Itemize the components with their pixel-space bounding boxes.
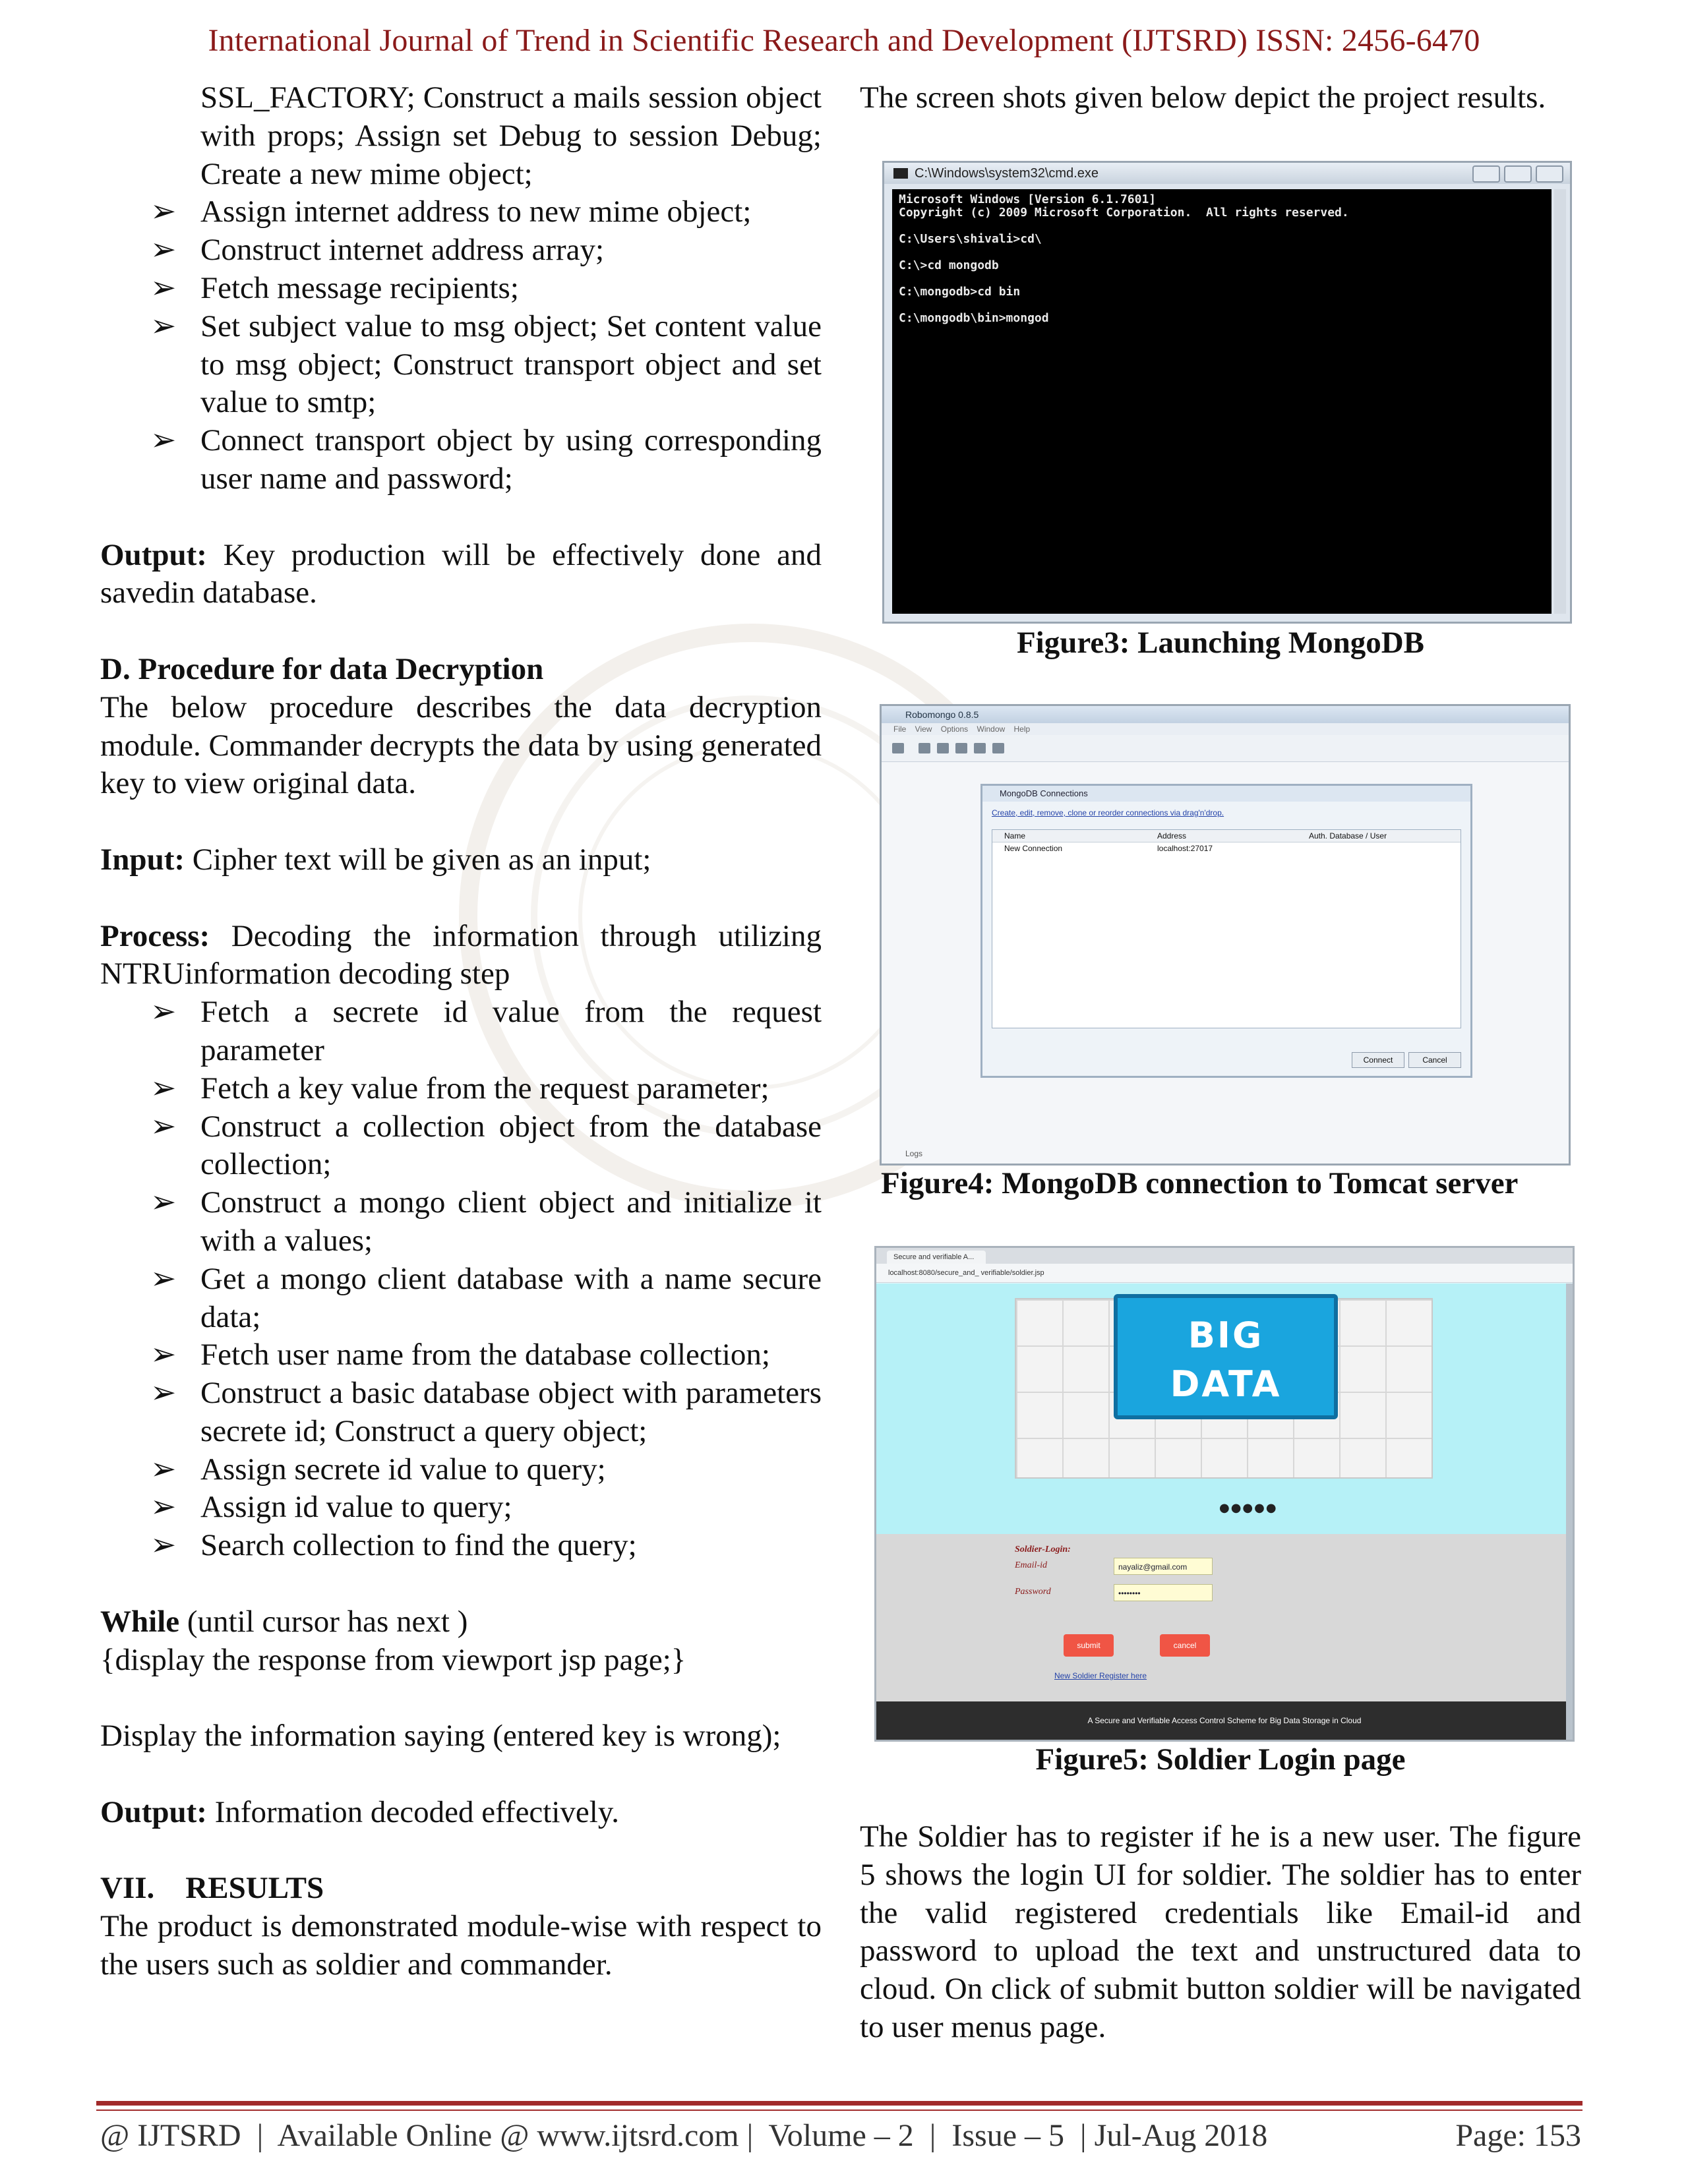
console-scrollbar — [1554, 189, 1566, 614]
list-item: ➢ Construct a mongo client object and initialize it with a values; — [150, 1185, 822, 1258]
list-item: ➢ Set subject value to msg object; Set content value to msg object; Construct transport object and set value to smtp; — [150, 309, 822, 420]
display-response-line: {display the response from viewport jsp page;} — [100, 1642, 686, 1677]
arrow-bullet-icon: ➢ — [150, 1109, 177, 1144]
list-item: ➢ Connect transport object by using corresponding user name and password; — [150, 423, 822, 496]
password-label: Password — [1015, 1587, 1051, 1597]
list-item: ➢ Assign secrete id value to query; — [100, 1451, 822, 1489]
figure4-robomongo-window — [880, 704, 1571, 1166]
left-column — [100, 79, 822, 1984]
cancel-button[interactable]: cancel — [1160, 1634, 1210, 1657]
dialog-title: MongoDB Connections — [982, 786, 1470, 802]
mongodb-connections-dialog — [980, 784, 1472, 1078]
arrow-bullet-icon: ➢ — [150, 423, 177, 458]
browser-tabbar — [876, 1248, 1573, 1264]
email-label: Email-id — [1015, 1560, 1047, 1570]
footer-rule-thin — [96, 2110, 1582, 2111]
list-item: ➢ Construct a basic database object with parameters secrete id; Construct a query object; — [150, 1376, 822, 1448]
console-line: C:\Users\shivali>cd\ — [899, 232, 1042, 246]
page-number: Page: 153 — [1455, 2118, 1581, 2153]
close-icon — [1536, 165, 1563, 183]
stop-icon — [974, 743, 986, 753]
big-data-logo: BIG DATA — [1114, 1294, 1338, 1419]
robomongo-titlebar: Robomongo 0.8.5 — [882, 706, 1569, 723]
settings-icon — [992, 743, 1004, 753]
figure5-soldier-login — [874, 1246, 1575, 1742]
soldier-description: The Soldier has to register if he is a new user. The figure 5 shows the login UI for soldier. The soldier has to enter the valid registered credentials like Email-id and password to upload the text and unstructured data to cloud. On click of submit button soldier will be navigated to user menus page. — [860, 1819, 1581, 2044]
console-line — [899, 272, 1545, 285]
arrow-bullet-icon: ➢ — [150, 270, 177, 305]
footer-info: @ IJTSRD | Available Online @ www.ijtsrd.com | Volume – 2 | Issue – 5 | Jul-Aug 2018 — [100, 2118, 1268, 2153]
right-column — [860, 79, 1581, 117]
connect-button[interactable]: Connect — [1352, 1052, 1404, 1068]
list-item: ➢ Fetch a secrete id value from the request parameter — [150, 995, 822, 1067]
table-header: Name Address Auth. Database / User — [992, 830, 1461, 842]
login-form — [876, 1534, 1573, 1705]
arrow-bullet-icon: ➢ — [150, 194, 177, 229]
arrow-bullet-icon: ➢ — [150, 1071, 177, 1106]
while-line: While (until cursor has next ) — [100, 1604, 468, 1639]
console-line — [899, 299, 1545, 312]
logs-label: Logs — [905, 1149, 923, 1158]
console-icon — [893, 168, 908, 179]
save-icon — [937, 743, 949, 753]
open-icon — [919, 743, 930, 753]
window-controls — [1468, 165, 1563, 189]
console-line: C:\mongodb\bin>mongod — [899, 311, 1049, 325]
connect-icon — [892, 743, 904, 753]
table-row[interactable]: New Connection localhost:27017 — [1004, 844, 1213, 853]
play-icon — [955, 743, 967, 753]
page-scrollbar[interactable] — [1566, 1284, 1573, 1740]
list-item: ➢ Assign id value to query; — [100, 1489, 822, 1527]
console-line: Microsoft Windows [Version 6.1.7601] — [899, 192, 1157, 206]
register-link[interactable]: New Soldier Register here — [1054, 1671, 1147, 1680]
console-line — [899, 220, 1545, 233]
address-bar[interactable]: localhost:8080/secure_and_ verifiable/soldier.jsp — [876, 1264, 1573, 1283]
journal-header: International Journal of Trend in Scientific Research and Development (IJTSRD) ISSN: 2456-6470 — [208, 23, 1480, 58]
list-item: ➢ Assign internet address to new mime object; — [100, 193, 822, 231]
arrow-bullet-icon: ➢ — [150, 1490, 177, 1525]
input-paragraph: Input: Cipher text will be given as an input; — [100, 842, 651, 877]
list-item: ➢ Get a mongo client database with a name secure data; — [150, 1261, 822, 1334]
slider-dots[interactable]: ●●●●● — [1219, 1501, 1278, 1515]
console-output — [892, 189, 1552, 614]
arrow-bullet-icon: ➢ — [150, 1376, 177, 1411]
figure5-caption: Figure5: Soldier Login page — [1035, 1742, 1406, 1777]
page-footer — [100, 2117, 1581, 2154]
arrow-bullet-icon: ➢ — [150, 1528, 177, 1563]
section-heading-results: VII. RESULTS — [100, 1871, 324, 1906]
process-paragraph: Process: Decoding the information through utilizing NTRUinformation decoding step — [100, 918, 822, 991]
arrow-bullet-icon: ➢ — [150, 1185, 177, 1220]
arrow-bullet-icon: ➢ — [150, 1261, 177, 1296]
results-paragraph: The product is demonstrated module-wise with respect to the users such as soldier and commander. — [100, 1909, 822, 1982]
login-title: Soldier-Login: — [1015, 1545, 1071, 1554]
footer-rule — [96, 2101, 1582, 2106]
console-line: C:\>cd mongodb — [899, 258, 999, 272]
figure3-cmd-window — [882, 161, 1572, 624]
site-footer: A Secure and Verifiable Access Control Scheme for Big Data Storage in Cloud — [876, 1701, 1573, 1740]
robomongo-toolbar — [882, 735, 1569, 762]
browser-tab[interactable]: Secure and verifiable A... — [887, 1251, 986, 1264]
submit-button[interactable]: submit — [1064, 1634, 1114, 1657]
dialog-link[interactable]: Create, edit, remove, clone or reorder connections via drag'n'drop. — [992, 808, 1224, 817]
list-item: ➢ Search collection to find the query; — [100, 1527, 822, 1565]
figure4-caption: Figure4: MongoDB connection to Tomcat server — [881, 1166, 1519, 1200]
output-paragraph: Output: Information decoded effectively. — [100, 1794, 620, 1829]
console-line: C:\mongodb>cd bin — [899, 285, 1021, 299]
figure3-caption: Figure3: Launching MongoDB — [1016, 626, 1425, 660]
console-line — [899, 246, 1545, 259]
decryption-description: The below procedure describes the data decryption module. Commander decrypts the data by using generated key to view original data. — [100, 690, 822, 801]
list-item: ➢ Fetch message recipients; — [100, 270, 822, 308]
paragraph-continuation: SSL_FACTORY; Construct a mails session object with props; Assign set Debug to session Debug; Create a new mime object; — [200, 80, 822, 191]
output-paragraph: Output: Key production will be effectively done and savedin database. — [100, 537, 822, 610]
arrow-bullet-icon: ➢ — [150, 309, 177, 343]
connections-table — [992, 829, 1461, 1028]
arrow-bullet-icon: ➢ — [150, 233, 177, 268]
list-item: ➢ Construct internet address array; — [100, 231, 822, 270]
list-item: ➢ Fetch a key value from the request parameter; — [100, 1070, 822, 1108]
hero-banner — [876, 1284, 1573, 1534]
arrow-bullet-icon: ➢ — [150, 1452, 177, 1487]
robomongo-menubar: File View Options Window Help — [882, 723, 1569, 735]
display-info-line: Display the information saying (entered key is wrong); — [100, 1719, 781, 1754]
screenshots-intro: The screen shots given below depict the project results. — [860, 80, 1546, 115]
minimize-icon — [1472, 165, 1500, 183]
cancel-button[interactable]: Cancel — [1408, 1052, 1461, 1068]
password-field[interactable]: •••••••• — [1114, 1584, 1213, 1601]
email-field[interactable]: nayaliz@gmail.com — [1114, 1558, 1213, 1575]
cmd-titlebar: C:\Windows\system32\cmd.exe — [884, 163, 1570, 184]
maximize-icon — [1504, 165, 1532, 183]
section-heading-decryption: D. Procedure for data Decryption — [100, 651, 544, 686]
list-item: ➢ Construct a collection object from the database collection; — [150, 1109, 822, 1182]
list-item: ➢ Fetch user name from the database collection; — [100, 1336, 822, 1374]
arrow-bullet-icon: ➢ — [150, 995, 177, 1030]
console-line: Copyright (c) 2009 Microsoft Corporation. All rights reserved. — [899, 206, 1349, 220]
arrow-bullet-icon: ➢ — [150, 1338, 177, 1372]
